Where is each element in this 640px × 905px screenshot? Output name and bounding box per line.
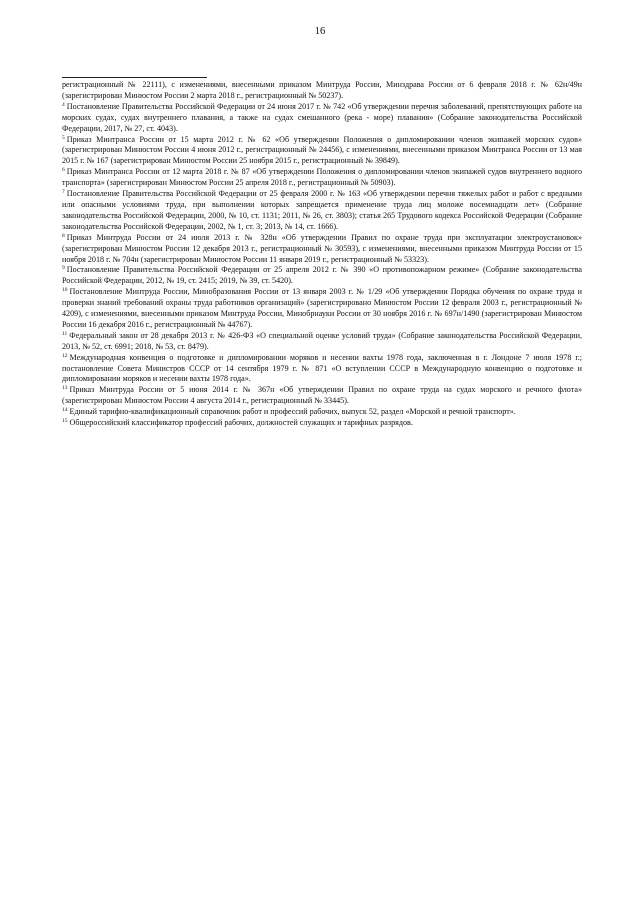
footnote-12 xyxy=(62,353,582,386)
footnote-text: регистрационный № 22111), с изменениями, внесенными приказом Минтруда России, Минздрава России от 6 февраля 2018 г. № 62н/49н (зарегистрирован Минюстом России 2 марта 2018 г., регистрационный № 50237). xyxy=(62,80,582,100)
footnote-text: Международная конвенция о подготовке и дипломировании моряков и несении вахты 1978 года, заключенная в г. Лондоне 7 июля 1978 г.; постановление Совета Министров СССР от 14 сентября 1979 г. № 871 «О вступлении СССР в Международную конвенцию о подготовке и дипломировании моряков и несении вахты 1978 года». xyxy=(62,352,582,384)
footnote-separator xyxy=(62,77,207,78)
footnote-6 xyxy=(62,167,582,189)
footnote-text: Постановление Правительства Российской Федерации от 25 февраля 2000 г. № 163 «Об утверждении перечня тяжелых работ и работ с вредными или опасными условиями труда, при выполнении которых запрещается применение труда лиц моложе восемнадцати лет» (Собрание законодательства Российской Федерации, 2000, № 10, ст. 1131; 2011, № 26, ст. 3803); статья 265 Трудового кодекса Российской Федерации (Собрание законодательства Российской Федерации, 2002, № 1, ст. 3; 2013, № 14, ст. 1666). xyxy=(62,189,582,231)
footnote-text: Приказ Минтранса России от 12 марта 2018 г. № 87 «Об утверждении Положения о дипломировании членов экипажей судов внутреннего водного транспорта» (зарегистрирован Минюстом России 25 апреля 2018 г., регистрационный № 50903). xyxy=(62,167,582,188)
footnote-marker: 10 xyxy=(62,287,68,294)
footnote-14 xyxy=(62,407,582,418)
footnote-marker: 9 xyxy=(62,265,65,272)
footnote-text: Постановление Минтруда России, Минобразования России от 13 января 2003 г. № 1/29 «Об утверждении Порядка обучения по охране труда и проверки знаний требований охраны труда работников организаций» (зарегистрировано Минюстом России 12 февраля 2003 г., регистрационный № 4209), с изменениями, внесенными приказом Минтруда России, Минобрнауки России от 30 ноября 2016 г. № 697н/1490 (зарегистрирован Минюстом России 16 декабря 2016 г., регистрационный № 44767). xyxy=(62,287,582,329)
footnote-marker: 5 xyxy=(62,134,65,141)
footnote-marker: 4 xyxy=(62,101,65,108)
footnotes-section xyxy=(62,80,582,429)
footnote-text: Общероссийский классификатор профессий рабочих, должностей служащих и тарифных разрядов. xyxy=(69,418,413,428)
footnote-text: Приказ Минтруда России от 5 июня 2014 г. № 367н «Об утверждении Правил по охране труда на судах морского и речного флота» (зарегистрирован Минюстом России 4 августа 2014 г., регистрационный № 33445). xyxy=(62,385,582,406)
footnote-5 xyxy=(62,135,582,168)
footnote-8 xyxy=(62,233,582,266)
footnote-text: Постановление Правительства Российской Федерации от 24 июня 2017 г. № 742 «Об утверждении перечня заболеваний, препятствующих работе на морских судах, судах внутреннего плавания, а также на судах смешанного (река - море) плавания» (Собрание законодательства Российской Федерации, 2017, № 27, ст. 4043). xyxy=(62,101,582,133)
footnote-text: Приказ Минтруда России от 24 июля 2013 г. № 328н «Об утверждении Правил по охране труда при эксплуатации электроустановок» (зарегистрирован Минюстом России 12 декабря 2013 г., регистрационный № 30593), с изменениями, внесенными приказом Минтруда России от 15 ноября 2018 г. № 704н (зарегистрирован Минюстом России 11 января 2019 г., регистрационный № 53323). xyxy=(62,232,582,264)
footnote-text: Единый тарифно-квалификационный справочник работ и профессий рабочих, выпуск 52, раздел «Морской и речной транспорт». xyxy=(69,407,516,417)
footnote-marker: 8 xyxy=(62,232,65,239)
footnote-9 xyxy=(62,265,582,287)
footnote-7 xyxy=(62,189,582,233)
footnote-15 xyxy=(62,418,582,429)
footnote-10 xyxy=(62,287,582,331)
page-number: 16 xyxy=(314,26,326,37)
footnote-continuation xyxy=(62,80,582,102)
footnote-13 xyxy=(62,385,582,407)
footnote-11 xyxy=(62,331,582,353)
footnote-marker: 11 xyxy=(62,330,68,337)
footnote-text: Федеральный закон от 28 декабря 2013 г. № 426-ФЗ «О специальной оценке условий труда» (Собрание законодательства Российской Федерации, 2013, № 52, ст. 6991; 2018, № 53, ст. 8479). xyxy=(62,330,582,351)
footnote-marker: 13 xyxy=(62,385,68,392)
footnote-4 xyxy=(62,102,582,135)
footnote-text: Приказ Минтранса России от 15 марта 2012 г. № 62 «Об утверждении Положения о дипломировании членов экипажей морских судов» (зарегистрирован Минюстом России 4 июня 2012 г., регистрационный № 24456), с изменениями, внесенными приказом Минтранса России от 13 мая 2015 г. № 167 (зарегистрирован Минюстом России 25 ноября 2015 г., регистрационный № 39849). xyxy=(62,134,582,166)
footnote-text: Постановление Правительства Российской Федерации от 25 апреля 2012 г. № 390 «О противопожарном режиме» (Собрание законодательства Российской Федерации, 2012, № 19, ст. 2415; 2019, № 39, ст. 5420). xyxy=(62,265,582,286)
footnote-marker: 12 xyxy=(62,352,68,359)
footnote-marker: 14 xyxy=(62,407,68,414)
footnote-marker: 6 xyxy=(62,167,65,174)
footnote-marker: 7 xyxy=(62,189,65,196)
footnote-marker: 15 xyxy=(62,418,68,425)
